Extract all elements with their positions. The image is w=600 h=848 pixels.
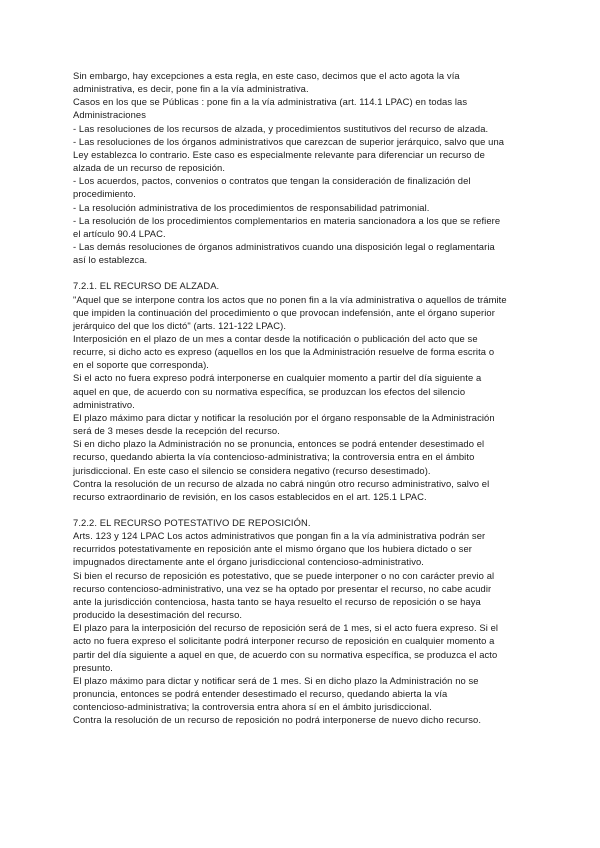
- text-line: recurre, si dicho acto es expreso (aquellos en los que la Administración resuelve de forma escrita o: [73, 346, 495, 358]
- text-line: Interposición en el plazo de un mes a contar desde la notificación o publicación del acto que se: [73, 332, 478, 344]
- text-line: "Aquel que se interpone contra los actos que no ponen fin a la vía administrativa o aquellos de trámite: [73, 293, 507, 305]
- text-line: alzada de un recurso de reposición.: [73, 162, 226, 174]
- text-line: así lo establezca.: [73, 254, 148, 266]
- text-line: El plazo para la interposición del recurso de reposición será de 1 mes, si el acto fuera expreso. Si el: [73, 622, 499, 634]
- text-line: jurisdiccional. En este caso el silencio se considera negativo (recurso desestimado).: [73, 464, 431, 476]
- text-line: El plazo máximo para dictar y notificar la resolución por el órgano responsable de la Administración: [73, 411, 495, 423]
- text-line: presunto.: [73, 661, 113, 673]
- text-line: producido la desestimación del recurso.: [73, 609, 243, 621]
- text-line: administrativo.: [73, 398, 135, 410]
- text-line: El plazo máximo para dictar y notificar será de 1 mes. Si en dicho plazo la Administración no se: [73, 674, 479, 686]
- section-heading: 7.2.2. EL RECURSO POTESTATIVO DE REPOSICIÓN.: [73, 517, 311, 528]
- text-line: Si en dicho plazo la Administración no se pronuncia, entonces se podrá entender desestimado el: [73, 438, 485, 450]
- section-spacer: [73, 266, 540, 279]
- text-line: recurso, quedando abierta la vía contencioso-administrativa; la controversia entra en el ámbito: [73, 451, 475, 463]
- text-line: Casos en los que se Públicas : pone fin a la vía administrativa (art. 114.1 LPAC) en todas las: [73, 96, 468, 108]
- text-line: será de 3 meses desde la recepción del recurso.: [73, 425, 280, 437]
- text-line: recurso extraordinario de revisión, en los casos establecidos en el art. 125.1 LPAC.: [73, 490, 427, 502]
- text-line: Si bien el recurso de reposición es potestativo, que se puede interponer o no con carácter previo al: [73, 569, 495, 581]
- text-line: que impiden la continuación del procedimiento o que provocan indefensión, ante el órgano superior: [73, 306, 495, 318]
- list-item: - La resolución de los procedimientos complementarios en materia sancionadora a los que se refiere: [73, 214, 501, 226]
- list-item: - Las demás resoluciones de órganos administrativos cuando una disposición legal o reglamentaria: [73, 241, 495, 253]
- text-line: impugnados directamente ante el órgano jurisdiccional contencioso-administrativo.: [73, 556, 424, 568]
- list-item: - Los acuerdos, pactos, convenios o contratos que tengan la consideración de finalización del: [73, 175, 471, 187]
- text-line: procedimiento.: [73, 188, 136, 200]
- section-spacer: [73, 503, 540, 516]
- text-line: aquel en que, de acuerdo con su normativa específica, se produzcan los efectos del silencio: [73, 385, 466, 397]
- text-line: administrativa, es decir, pone fin a la vía administrativa.: [73, 83, 309, 95]
- text-line: Arts. 123 y 124 LPAC Los actos administrativos que pongan fin a la vía administrativa podrán ser: [73, 530, 486, 542]
- text-line: contencioso-administrativa; la controversia entra ahora sí en el ámbito jurisdiccional.: [73, 701, 432, 713]
- text-line: ante la jurisdicción contenciosa, hasta tanto se haya resuelto el recurso de reposición o se haya: [73, 595, 481, 607]
- intro-section: [73, 69, 540, 266]
- text-line: Sin embargo, hay excepciones a esta regla, en este caso, decimos que el acto agota la vía: [73, 70, 460, 81]
- list-item: - La resolución administrativa de los procedimientos de responsabilidad patrimonial.: [73, 201, 430, 213]
- text-line: Administraciones: [73, 109, 146, 121]
- text-line: jerárquico del que los dictó" (arts. 121-122 LPAC).: [73, 319, 287, 331]
- text-line: recurso contencioso-administrativo, una vez se ha optado por presentar el recurso, no cabe acudir: [73, 582, 492, 594]
- list-item: - Las resoluciones de los recursos de alzada, y procedimientos sustitutivos del recurso de alzada.: [73, 122, 489, 134]
- text-line: pronuncia, entonces se podrá entender desestimado el recurso, quedando abierta la vía: [73, 688, 448, 700]
- reposicion-section: [73, 516, 540, 727]
- text-line: partir del día siguiente a aquel en que, de acuerdo con su normativa específica, se produzca el acto: [73, 648, 498, 660]
- list-item: - Las resoluciones de los órganos administrativos que carezcan de superior jerárquico, salvo que una: [73, 135, 505, 147]
- text-line: acto no fuera expreso el solicitante podrá interponer recurso de reposición en cualquier momento a: [73, 635, 495, 647]
- text-line: el artículo 90.4 LPAC.: [73, 227, 166, 239]
- text-line: en el soporte que corresponda).: [73, 359, 209, 371]
- text-line: Ley establezca lo contrario. Este caso es especialmente relevante para diferenciar un recurso de: [73, 148, 485, 160]
- section-heading: 7.2.1. EL RECURSO DE ALZADA.: [73, 280, 220, 292]
- text-line: Contra la resolución de un recurso de reposición no podrá interponerse de nuevo dicho recurso.: [73, 714, 482, 726]
- text-line: Contra la resolución de un recurso de alzada no cabrá ningún otro recurso administrativo, salvo el: [73, 477, 490, 489]
- text-line: recurridos potestativamente en reposición ante el mismo órgano que los hubiera dictado o ser: [73, 543, 473, 555]
- alzada-section: [73, 279, 540, 503]
- text-line: Si el acto no fuera expreso podrá interponerse en cualquier momento a partir del día siguiente a: [73, 372, 482, 384]
